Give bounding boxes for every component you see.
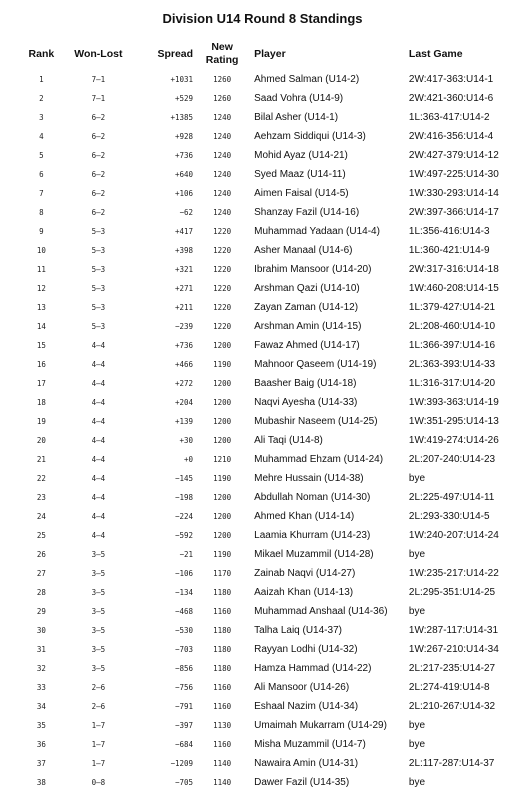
cell-won-lost: 6–2 <box>91 113 106 122</box>
cell-new-rating: 1260 <box>213 94 232 103</box>
table-body <box>18 70 525 792</box>
cell-spread: −397 <box>175 721 194 730</box>
cell-player: Ali Mansoor (U14-26) <box>254 682 350 693</box>
cell-spread: −134 <box>175 588 194 597</box>
table-row <box>18 184 525 203</box>
cell-spread: +1385 <box>170 113 194 122</box>
table-row <box>18 754 525 773</box>
cell-new-rating: 1180 <box>213 588 232 597</box>
cell-won-lost: 5–3 <box>91 246 106 255</box>
cell-player: Ahmed Khan (U14-14) <box>254 511 355 522</box>
cell-spread: +736 <box>175 151 194 160</box>
cell-player: Muhammad Anshaal (U14-36) <box>254 606 388 617</box>
cell-rank: 33 <box>36 683 46 692</box>
cell-last-game: 2L:363-393:U14-33 <box>408 359 496 370</box>
page-title: Division U14 Round 8 Standings <box>162 11 363 26</box>
cell-last-game: 1W:393-363:U14-19 <box>408 397 499 408</box>
cell-new-rating: 1200 <box>213 493 232 502</box>
cell-rank: 16 <box>36 360 46 369</box>
cell-new-rating: 1200 <box>213 531 232 540</box>
cell-new-rating: 1200 <box>213 512 232 521</box>
cell-last-game: 1W:460-208:U14-15 <box>408 283 499 294</box>
column-header-won-lost: Won-Lost <box>74 47 123 60</box>
cell-new-rating: 1240 <box>213 151 232 160</box>
table-row <box>18 412 525 431</box>
cell-won-lost: 7–1 <box>91 94 106 103</box>
cell-new-rating: 1240 <box>213 170 232 179</box>
cell-spread: +321 <box>175 265 194 274</box>
column-header-new-rating-line1: New <box>211 41 233 53</box>
cell-spread: +417 <box>175 227 194 236</box>
cell-spread: +529 <box>175 94 194 103</box>
cell-last-game: 1W:330-293:U14-14 <box>408 188 499 199</box>
cell-spread: −705 <box>175 778 194 787</box>
cell-new-rating: 1220 <box>213 246 232 255</box>
cell-rank: 31 <box>36 645 46 654</box>
cell-new-rating: 1220 <box>213 303 232 312</box>
cell-new-rating: 1180 <box>213 645 232 654</box>
table-row <box>18 488 525 507</box>
cell-rank: 35 <box>36 721 46 730</box>
cell-won-lost: 5–3 <box>91 227 106 236</box>
cell-new-rating: 1220 <box>213 265 232 274</box>
table-row <box>18 621 525 640</box>
cell-last-game: 1W:287-117:U14-31 <box>408 625 499 636</box>
cell-player: Abdullah Noman (U14-30) <box>254 492 371 503</box>
cell-player: Fawaz Ahmed (U14-17) <box>254 340 360 351</box>
cell-player: Bilal Asher (U14-1) <box>254 112 339 123</box>
cell-rank: 30 <box>36 626 46 635</box>
cell-new-rating: 1220 <box>213 227 232 236</box>
cell-won-lost: 4–4 <box>91 512 106 521</box>
cell-rank: 28 <box>36 588 46 597</box>
cell-new-rating: 1220 <box>213 284 232 293</box>
cell-rank: 22 <box>36 474 46 483</box>
cell-player: Ibrahim Mansoor (U14-20) <box>254 264 372 275</box>
cell-last-game: 2L:117-287:U14-37 <box>408 758 495 769</box>
cell-player: Mubashir Naseem (U14-25) <box>254 416 378 427</box>
cell-won-lost: 5–3 <box>91 303 106 312</box>
cell-spread: +204 <box>175 398 194 407</box>
cell-new-rating: 1160 <box>213 683 232 692</box>
cell-player: Arshman Amin (U14-15) <box>254 321 362 332</box>
cell-rank: 7 <box>39 189 44 198</box>
cell-player: Dawer Fazil (U14-35) <box>254 777 350 788</box>
cell-last-game: 1L:379-427:U14-21 <box>408 302 496 313</box>
cell-player: Zayan Zaman (U14-12) <box>254 302 359 313</box>
cell-new-rating: 1200 <box>213 379 232 388</box>
cell-last-game: 1L:356-416:U14-3 <box>408 226 490 237</box>
table-row <box>18 336 525 355</box>
cell-spread: +736 <box>175 341 194 350</box>
cell-new-rating: 1190 <box>213 474 232 483</box>
cell-rank: 27 <box>36 569 46 578</box>
cell-new-rating: 1130 <box>213 721 232 730</box>
table-row <box>18 659 525 678</box>
cell-new-rating: 1180 <box>213 664 232 673</box>
cell-rank: 11 <box>36 265 46 274</box>
table-row <box>18 545 525 564</box>
cell-rank: 6 <box>39 170 44 179</box>
table-row <box>18 602 525 621</box>
cell-last-game: 2L:293-330:U14-5 <box>408 511 490 522</box>
cell-new-rating: 1140 <box>213 759 232 768</box>
cell-won-lost: 2–6 <box>91 702 106 711</box>
cell-last-game: 2W:421-360:U14-6 <box>408 93 494 104</box>
cell-rank: 23 <box>36 493 46 502</box>
cell-spread: −1209 <box>170 759 194 768</box>
cell-player: Shanzay Fazil (U14-16) <box>254 207 360 218</box>
cell-won-lost: 6–2 <box>91 151 106 160</box>
cell-last-game: bye <box>408 549 426 560</box>
cell-last-game: 2L:208-460:U14-10 <box>408 321 496 332</box>
cell-last-game: 1W:497-225:U14-30 <box>408 169 499 180</box>
cell-last-game: 2W:427-379:U14-12 <box>408 150 499 161</box>
cell-spread: −791 <box>175 702 194 711</box>
cell-last-game: bye <box>408 720 426 731</box>
table-row <box>18 89 525 108</box>
cell-spread: +640 <box>175 170 194 179</box>
cell-won-lost: 3–5 <box>91 569 106 578</box>
cell-player: Mikael Muzammil (U14-28) <box>254 549 374 560</box>
cell-player: Asher Manaal (U14-6) <box>254 245 353 256</box>
cell-won-lost: 6–2 <box>91 189 106 198</box>
cell-won-lost: 3–5 <box>91 626 106 635</box>
cell-rank: 26 <box>36 550 46 559</box>
cell-last-game: 2L:210-267:U14-32 <box>408 701 496 712</box>
cell-spread: +928 <box>175 132 194 141</box>
cell-won-lost: 4–4 <box>91 531 106 540</box>
cell-won-lost: 4–4 <box>91 379 106 388</box>
cell-rank: 24 <box>36 512 46 521</box>
cell-rank: 29 <box>36 607 46 616</box>
cell-won-lost: 0–8 <box>91 778 106 787</box>
cell-last-game: 1L:316-317:U14-20 <box>408 378 496 389</box>
cell-player: Aaizah Khan (U14-13) <box>254 587 354 598</box>
cell-spread: −106 <box>175 569 194 578</box>
cell-new-rating: 1160 <box>213 702 232 711</box>
cell-new-rating: 1190 <box>213 360 232 369</box>
cell-spread: −703 <box>175 645 194 654</box>
cell-rank: 19 <box>36 417 46 426</box>
cell-player: Ahmed Salman (U14-2) <box>254 74 360 85</box>
cell-won-lost: 2–6 <box>91 683 106 692</box>
cell-last-game: bye <box>408 739 426 750</box>
cell-rank: 15 <box>36 341 46 350</box>
cell-new-rating: 1220 <box>213 322 232 331</box>
cell-rank: 21 <box>36 455 46 464</box>
cell-spread: −756 <box>175 683 194 692</box>
cell-player: Misha Muzammil (U14-7) <box>254 739 366 750</box>
column-header-last-game: Last Game <box>408 47 463 60</box>
cell-won-lost: 4–4 <box>91 360 106 369</box>
cell-player: Zainab Naqvi (U14-27) <box>254 568 356 579</box>
cell-new-rating: 1240 <box>213 113 232 122</box>
cell-player: Nawaira Amin (U14-31) <box>254 758 359 769</box>
table-row <box>18 564 525 583</box>
cell-won-lost: 4–4 <box>91 417 106 426</box>
cell-spread: −468 <box>175 607 194 616</box>
table-row <box>18 450 525 469</box>
cell-rank: 9 <box>39 227 44 236</box>
table-row <box>18 697 525 716</box>
cell-rank: 18 <box>36 398 46 407</box>
cell-spread: −198 <box>175 493 194 502</box>
table-row <box>18 735 525 754</box>
cell-new-rating: 1240 <box>213 208 232 217</box>
cell-last-game: 2L:274-419:U14-8 <box>408 682 490 693</box>
cell-last-game: 2L:207-240:U14-23 <box>408 454 496 465</box>
cell-player: Baasher Baig (U14-18) <box>254 378 357 389</box>
cell-player: Muhammad Yadaan (U14-4) <box>254 226 380 237</box>
cell-new-rating: 1190 <box>213 550 232 559</box>
cell-last-game: 1W:267-210:U14-34 <box>408 644 499 655</box>
cell-player: Mehre Hussain (U14-38) <box>254 473 364 484</box>
cell-last-game: bye <box>408 777 426 788</box>
cell-won-lost: 4–4 <box>91 474 106 483</box>
cell-player: Aehzam Siddiqui (U14-3) <box>254 131 366 142</box>
cell-rank: 14 <box>36 322 46 331</box>
table-row <box>18 70 525 89</box>
cell-rank: 10 <box>36 246 46 255</box>
cell-player: Hamza Hammad (U14-22) <box>254 663 372 674</box>
cell-spread: −224 <box>175 512 194 521</box>
cell-last-game: 1L:366-397:U14-16 <box>408 340 496 351</box>
cell-new-rating: 1140 <box>213 778 232 787</box>
cell-new-rating: 1200 <box>213 436 232 445</box>
cell-last-game: 2W:317-316:U14-18 <box>408 264 499 275</box>
cell-last-game: 2L:295-351:U14-25 <box>408 587 496 598</box>
table-row <box>18 146 525 165</box>
cell-rank: 1 <box>39 75 44 84</box>
column-header-new-rating-line2: Rating <box>205 54 239 66</box>
cell-spread: +466 <box>175 360 194 369</box>
cell-won-lost: 4–4 <box>91 436 106 445</box>
table-row <box>18 298 525 317</box>
cell-rank: 5 <box>39 151 44 160</box>
cell-spread: +271 <box>175 284 194 293</box>
cell-won-lost: 3–5 <box>91 588 106 597</box>
cell-spread: +1031 <box>170 75 194 84</box>
cell-won-lost: 5–3 <box>91 284 106 293</box>
table-row <box>18 108 525 127</box>
cell-new-rating: 1210 <box>213 455 232 464</box>
cell-won-lost: 1–7 <box>91 759 106 768</box>
cell-rank: 38 <box>36 778 46 787</box>
cell-spread: −684 <box>175 740 194 749</box>
cell-last-game: 2W:397-366:U14-17 <box>408 207 499 218</box>
cell-player: Laamia Khurram (U14-23) <box>254 530 371 541</box>
cell-spread: −62 <box>179 208 194 217</box>
cell-won-lost: 5–3 <box>91 265 106 274</box>
cell-rank: 3 <box>39 113 44 122</box>
table-row <box>18 241 525 260</box>
cell-won-lost: 5–3 <box>91 322 106 331</box>
cell-spread: −592 <box>175 531 194 540</box>
cell-rank: 20 <box>36 436 46 445</box>
cell-new-rating: 1240 <box>213 189 232 198</box>
table-row <box>18 773 525 792</box>
cell-spread: +30 <box>179 436 194 445</box>
table-row <box>18 393 525 412</box>
cell-spread: +272 <box>175 379 194 388</box>
cell-new-rating: 1260 <box>213 75 232 84</box>
cell-rank: 17 <box>36 379 46 388</box>
cell-won-lost: 1–7 <box>91 721 106 730</box>
cell-rank: 34 <box>36 702 46 711</box>
cell-last-game: 1W:351-295:U14-13 <box>408 416 499 427</box>
cell-spread: +398 <box>175 246 194 255</box>
cell-rank: 32 <box>36 664 46 673</box>
cell-last-game: 1W:419-274:U14-26 <box>408 435 499 446</box>
table-row <box>18 127 525 146</box>
table-header-row <box>18 38 525 70</box>
cell-won-lost: 3–5 <box>91 645 106 654</box>
cell-spread: −530 <box>175 626 194 635</box>
cell-rank: 2 <box>39 94 44 103</box>
cell-rank: 25 <box>36 531 46 540</box>
cell-won-lost: 3–5 <box>91 664 106 673</box>
cell-won-lost: 4–4 <box>91 398 106 407</box>
column-header-spread: Spread <box>157 47 194 60</box>
cell-spread: +106 <box>175 189 194 198</box>
table-row <box>18 716 525 735</box>
standings-table <box>18 38 525 792</box>
cell-spread: −21 <box>179 550 194 559</box>
table-row <box>18 222 525 241</box>
cell-player: Arshman Qazi (U14-10) <box>254 283 360 294</box>
cell-player: Aimen Faisal (U14-5) <box>254 188 349 199</box>
cell-new-rating: 1200 <box>213 341 232 350</box>
cell-new-rating: 1200 <box>213 417 232 426</box>
cell-spread: +211 <box>175 303 194 312</box>
cell-new-rating: 1160 <box>213 740 232 749</box>
cell-won-lost: 6–2 <box>91 170 106 179</box>
cell-new-rating: 1240 <box>213 132 232 141</box>
cell-spread: −856 <box>175 664 194 673</box>
column-header-rank: Rank <box>28 47 55 60</box>
cell-player: Mahnoor Qaseem (U14-19) <box>254 359 377 370</box>
cell-spread: −145 <box>175 474 194 483</box>
table-row <box>18 507 525 526</box>
cell-won-lost: 6–2 <box>91 208 106 217</box>
cell-rank: 36 <box>36 740 46 749</box>
table-row <box>18 678 525 697</box>
cell-spread: −239 <box>175 322 194 331</box>
cell-won-lost: 1–7 <box>91 740 106 749</box>
cell-won-lost: 4–4 <box>91 493 106 502</box>
cell-rank: 37 <box>36 759 46 768</box>
cell-rank: 13 <box>36 303 46 312</box>
cell-last-game: 1W:240-207:U14-24 <box>408 530 499 541</box>
cell-player: Rayyan Lodhi (U14-32) <box>254 644 358 655</box>
table-row <box>18 431 525 450</box>
cell-player: Eshaal Nazim (U14-34) <box>254 701 359 712</box>
table-row <box>18 165 525 184</box>
cell-last-game: bye <box>408 606 426 617</box>
cell-player: Muhammad Ehzam (U14-24) <box>254 454 384 465</box>
cell-player: Ali Taqi (U14-8) <box>254 435 323 446</box>
cell-new-rating: 1200 <box>213 398 232 407</box>
cell-rank: 4 <box>39 132 44 141</box>
cell-last-game: bye <box>408 473 426 484</box>
cell-rank: 8 <box>39 208 44 217</box>
cell-last-game: 2L:217-235:U14-27 <box>408 663 496 674</box>
table-row <box>18 260 525 279</box>
cell-won-lost: 6–2 <box>91 132 106 141</box>
table-row <box>18 203 525 222</box>
cell-player: Saad Vohra (U14-9) <box>254 93 344 104</box>
cell-last-game: 2L:225-497:U14-11 <box>408 492 495 503</box>
cell-won-lost: 3–5 <box>91 607 106 616</box>
cell-last-game: 1L:360-421:U14-9 <box>408 245 490 256</box>
cell-won-lost: 3–5 <box>91 550 106 559</box>
table-row <box>18 374 525 393</box>
table-row <box>18 640 525 659</box>
table-row <box>18 469 525 488</box>
cell-last-game: 2W:417-363:U14-1 <box>408 74 494 85</box>
cell-last-game: 1W:235-217:U14-22 <box>408 568 499 579</box>
cell-won-lost: 4–4 <box>91 455 106 464</box>
cell-player: Syed Maaz (U14-11) <box>254 169 346 180</box>
cell-new-rating: 1180 <box>213 626 232 635</box>
table-row <box>18 583 525 602</box>
cell-spread: +0 <box>184 455 194 464</box>
cell-rank: 12 <box>36 284 46 293</box>
table-row <box>18 355 525 374</box>
cell-new-rating: 1160 <box>213 607 232 616</box>
cell-player: Mohid Ayaz (U14-21) <box>254 150 348 161</box>
cell-player: Naqvi Ayesha (U14-33) <box>254 397 358 408</box>
cell-new-rating: 1170 <box>213 569 232 578</box>
table-row <box>18 526 525 545</box>
cell-last-game: 1L:363-417:U14-2 <box>408 112 490 123</box>
cell-last-game: 2W:416-356:U14-4 <box>408 131 494 142</box>
table-row <box>18 317 525 336</box>
column-header-player: Player <box>254 47 286 60</box>
cell-player: Umaimah Mukarram (U14-29) <box>254 720 387 731</box>
column-header-new-rating <box>196 38 248 70</box>
table-row <box>18 279 525 298</box>
cell-spread: +139 <box>175 417 194 426</box>
cell-won-lost: 4–4 <box>91 341 106 350</box>
cell-won-lost: 7–1 <box>91 75 106 84</box>
cell-player: Talha Laiq (U14-37) <box>254 625 342 636</box>
